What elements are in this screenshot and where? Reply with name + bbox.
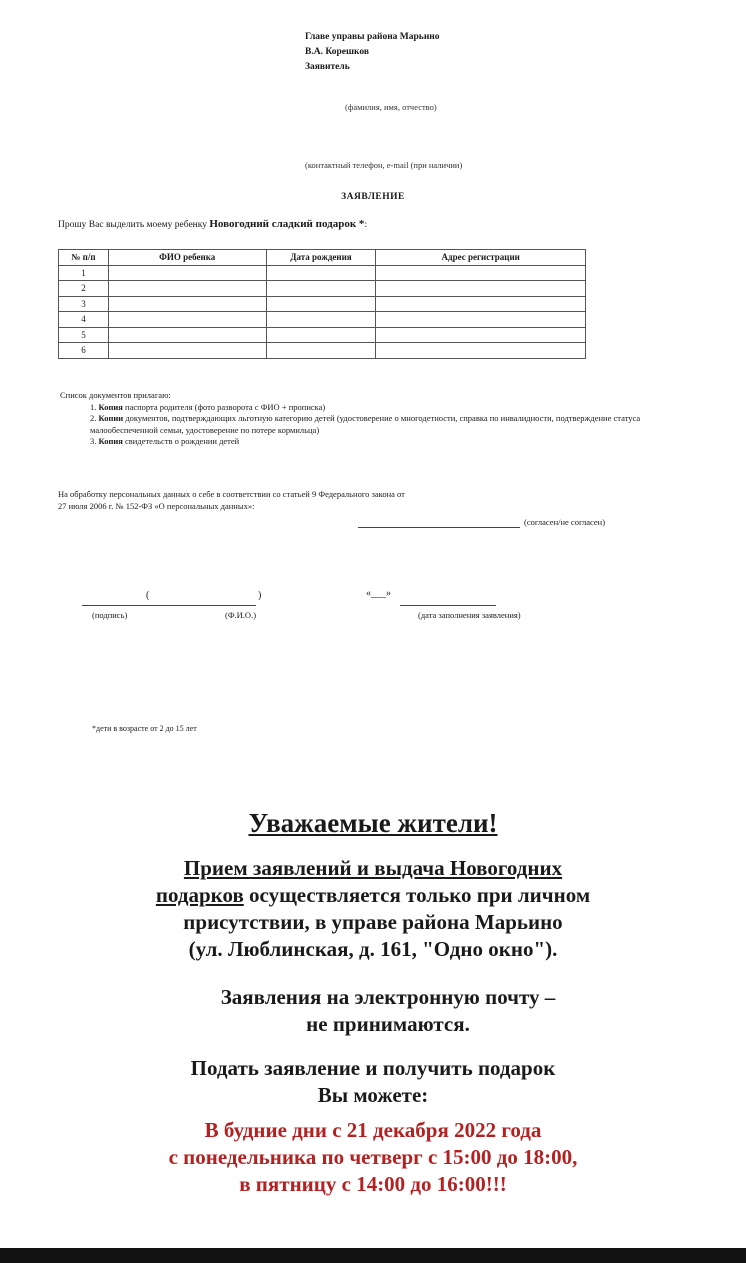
table-row [59,296,586,312]
name-hint: (фамилия, имя, отчество) [345,102,437,112]
fio-label: (Ф.И.О.) [225,610,257,620]
contact-hint: (контактный телефон, e-mail (при наличии) [305,160,463,170]
notice-line-4: (ул. Люблинская, д. 161, "Одно окно"). [188,937,558,961]
birth-date-cell[interactable] [266,343,376,359]
child-name-cell[interactable] [108,265,266,281]
table-row [59,312,586,328]
schedule-line3: в пятницу с 14:00 до 16:00!!! [239,1172,507,1196]
notice-underlined-2: подарков [155,883,244,907]
table-header-cell: № п/п [59,250,109,266]
table-row [59,343,586,359]
address-cell[interactable] [376,265,586,281]
documents-item [60,436,660,448]
row-number: 4 [59,312,109,328]
row-number: 3 [59,296,109,312]
notice-paragraph-2 [0,984,746,1038]
birth-date-cell[interactable] [266,281,376,297]
addressee-line1: Главе управы района Марьино [305,32,440,42]
table-header-cell: Адрес регистрации [376,250,586,266]
table-header-row [59,250,586,266]
child-name-cell[interactable] [108,281,266,297]
item-number: 1. [90,401,97,412]
notice-rest-1: осуществляется только при личном [243,883,591,907]
item-text: свидетельств о рождении детей [122,436,240,446]
row-number: 6 [59,343,109,359]
fio-input-line[interactable] [148,596,256,606]
birth-date-cell[interactable] [266,296,376,312]
addressee-line2: В.А. Корешков [305,47,369,57]
child-name-cell[interactable] [108,312,266,328]
child-name-cell[interactable] [108,327,266,343]
item-number: 2. [90,413,97,423]
notice-paragraph-1 [0,855,746,963]
notice-line-3: присутствии, в управе района Марьино [183,910,563,934]
documents-item [60,402,660,414]
table-row [59,281,586,297]
child-name-cell[interactable] [108,296,266,312]
consent-label: (согласен/не согласен) [524,517,606,527]
notice-email-line2: не принимаются. [306,1012,470,1036]
fio-close-paren: ) [258,590,262,601]
row-number: 1 [59,265,109,281]
item-text: документов, подтверждающих льготную категорию детей (удостоверение о многодетности, справка по инвалидности, подтверждение статуса малообеспеченной семьи, удостоверение по потере кормильца) [90,413,641,435]
row-number: 2 [59,281,109,297]
row-number: 5 [59,327,109,343]
item-bold: Копия [98,436,123,446]
bottom-bar [0,1248,746,1263]
documents-heading: Список документов прилагаю: [60,390,171,400]
table-row [59,265,586,281]
notice-paragraph-3 [0,1055,746,1109]
child-name-cell[interactable] [108,343,266,359]
item-number: 3. [90,436,97,446]
documents-item [60,413,660,436]
item-text: паспорта родителя (фото разворота с ФИО + прописка) [122,401,326,412]
fio-open-paren: ( [146,590,150,601]
item-bold: Копии [98,413,124,423]
documents-list [60,390,660,448]
children-table [58,249,586,359]
footnote: *дети в возрасте от 2 до 15 лет [92,724,197,733]
date-input-line[interactable] [400,596,496,606]
address-cell[interactable] [376,343,586,359]
notice-greeting: Уважаемые жители! [248,808,498,838]
address-cell[interactable] [376,327,586,343]
form-title: ЗАЯВЛЕНИЕ [341,192,405,202]
consent-text [58,488,668,512]
table-header-cell: ФИО ребенка [108,250,266,266]
request-sentence [58,218,367,230]
birth-date-cell[interactable] [266,312,376,328]
consent-line1: На обработку персональных данных о себе в соответствии со статьей 9 Федерального закона от [58,489,405,499]
date-day-field[interactable]: «___» [366,588,391,599]
item-bold: Копия [98,401,123,412]
notice-submit-line2: Вы можете: [317,1083,429,1107]
consent-input-line[interactable] [358,518,520,528]
signature-label: (подпись) [92,610,128,620]
signature-input-line[interactable] [82,596,150,606]
notice-underlined-1: Прием заявлений и выдача Новогодних [183,856,563,880]
request-gift: Новогодний сладкий подарок * [209,218,365,230]
notice-email-line1: Заявления на электронную почту – [220,985,556,1009]
schedule-line1: В будние дни с 21 декабря 2022 года [204,1118,542,1142]
notice-submit-line1: Подать заявление и получить подарок [190,1056,556,1080]
consent-line2: 27 июля 2006 г. № 152-ФЗ «О персональных данных»: [58,501,255,511]
schedule-line2: с понедельника по четверг с 15:00 до 18:00, [168,1145,578,1169]
address-cell[interactable] [376,281,586,297]
date-label: (дата заполнения заявления) [418,610,521,620]
notice-schedule [0,1117,746,1198]
request-prefix: Прошу Вас выделить моему ребенку [58,220,207,230]
address-cell[interactable] [376,296,586,312]
birth-date-cell[interactable] [266,265,376,281]
address-cell[interactable] [376,312,586,328]
addressee-block [305,30,440,75]
applicant-label: Заявитель [305,62,350,72]
request-suffix: : [364,220,368,230]
birth-date-cell[interactable] [266,327,376,343]
table-header-cell: Дата рождения [266,250,376,266]
table-row [59,327,586,343]
